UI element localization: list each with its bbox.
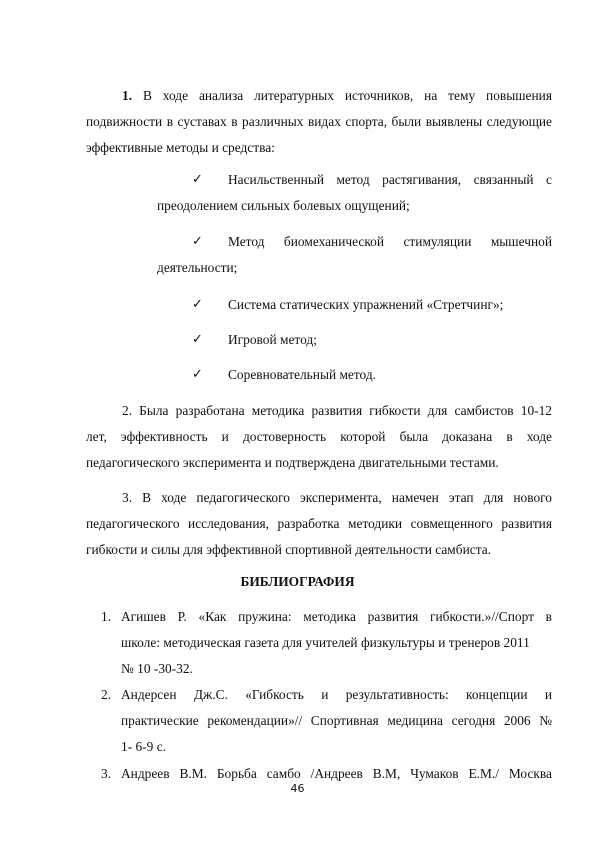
checkmark-icon: ✓ — [192, 332, 203, 347]
item1-line2: подвижности в суставах в различных видах спорта, были выявлены следующие — [86, 114, 552, 129]
bib-entry3-number: 3. — [101, 766, 112, 781]
item1-number: 1. — [122, 88, 133, 103]
item3-line1: 3. В ходе педагогического эксперимента, намечен этап для нового — [122, 490, 552, 505]
bib-entry1-line2: школе: методическая газета для учителей физкультуры и тренеров 2011 — [121, 635, 530, 650]
bibliography-heading: БИБЛИОГРАФИЯ — [240, 574, 355, 589]
item2-line3: педагогического эксперимента и подтверждена двигательными тестами. — [86, 455, 499, 470]
method5-line1: Соревновательный метод. — [228, 367, 377, 382]
method2-line1: Метод биомеханической стимуляции мышечной — [228, 234, 552, 249]
bib-entry2-number: 2. — [101, 687, 112, 702]
method1-line1: Насильственный метод растягивания, связанный с — [228, 172, 552, 187]
item2-line1: 2. Была разработана методика развития гибкости для самбистов 10-12 — [122, 403, 552, 418]
bib-entry3-line1: Андреев В.М. Борьба самбо /Андреев В.М, Чумаков Е.М./ Москва — [121, 766, 552, 781]
method3-line1: Система статических упражнений «Стретчинг»; — [228, 297, 504, 312]
checkmark-icon: ✓ — [192, 172, 203, 187]
item2-line2: лет, эффективность и достоверность которой была доказана в ходе — [86, 429, 552, 444]
item1-line3: эффективные методы и средства: — [86, 140, 275, 155]
bib-entry2-line2: практические рекомендации»// Спортивная медицина сегодня 2006 № — [121, 713, 552, 728]
item3-line3: гибкости и силы для эффективной спортивной деятельности самбиста. — [86, 542, 492, 557]
item3-line2: педагогического исследования, разработка методики совмещенного развития — [86, 516, 552, 531]
bib-entry2-line1: Андерсен Дж.С. «Гибкость и результативность: концепции и — [121, 687, 552, 702]
bib-entry1-number: 1. — [101, 609, 112, 624]
checkmark-icon: ✓ — [192, 367, 203, 382]
method4-line1: Игровой метод; — [228, 332, 317, 347]
item1-text: В ходе анализа литературных источников, на тему повышения — [142, 88, 552, 103]
bib-entry1-line3: № 10 -30-32. — [121, 661, 193, 676]
item1-line1 — [122, 88, 552, 104]
method1-line2: преодолением сильных болевых ощущений; — [157, 198, 410, 213]
method2-line2: деятельности; — [157, 260, 238, 275]
bib-entry1-line1: Агишев Р. «Как пружина: методика развития гибкости.»//Спорт в — [121, 609, 552, 624]
bib-entry2-line3: 1- 6-9 с. — [121, 739, 166, 754]
page-number: 46 — [290, 782, 305, 795]
checkmark-icon: ✓ — [192, 297, 203, 312]
checkmark-icon: ✓ — [192, 234, 203, 249]
